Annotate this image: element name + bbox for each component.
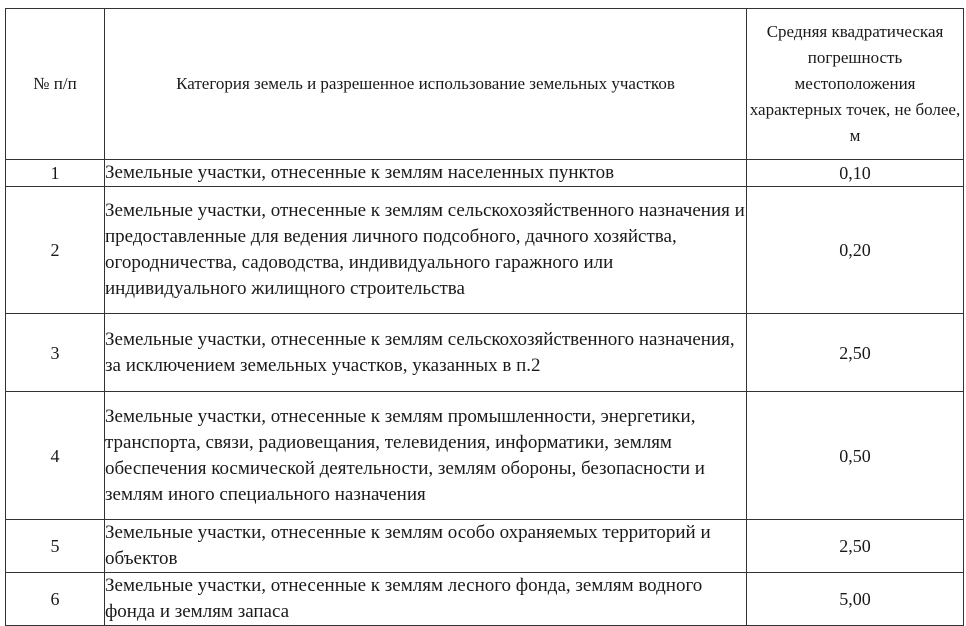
row-category: Земельные участки, отнесенные к землям населенных пунктов [105, 160, 747, 187]
row-category: Земельные участки, отнесенные к землям лесного фонда, землям водного фонда и землям запаса [105, 573, 747, 626]
table-row [6, 520, 964, 573]
table-row [6, 314, 964, 392]
row-accuracy: 0,20 [747, 187, 964, 314]
table-row [6, 187, 964, 314]
row-number: 5 [6, 520, 105, 573]
row-category: Земельные участки, отнесенные к землям сельскохозяйственного назначения, за исключением земельных участков, указанных в п.2 [105, 314, 747, 392]
row-number: 1 [6, 160, 105, 187]
row-accuracy: 2,50 [747, 520, 964, 573]
row-category: Земельные участки, отнесенные к землям сельскохозяйственного назначения и предоставленные для ведения личного подсобного, дачного хозяйства, огородничества, садоводства, индивидуального гаражного или индивидуального жилищного строительства [105, 187, 747, 314]
row-accuracy: 2,50 [747, 314, 964, 392]
row-accuracy: 0,50 [747, 392, 964, 520]
table-row [6, 573, 964, 626]
row-number: 3 [6, 314, 105, 392]
header-number: № п/п [6, 9, 105, 160]
row-number: 4 [6, 392, 105, 520]
row-category: Земельные участки, отнесенные к землям особо охраняемых территорий и объектов [105, 520, 747, 573]
row-number: 2 [6, 187, 105, 314]
header-row [6, 9, 964, 160]
row-category: Земельные участки, отнесенные к землям промышленности, энергетики, транспорта, связи, радиовещания, телевидения, информатики, землям обеспечения космической деятельности, землям обороны, безопасности и землям иного специального назначения [105, 392, 747, 520]
row-number: 6 [6, 573, 105, 626]
table-row [6, 392, 964, 520]
row-accuracy: 5,00 [747, 573, 964, 626]
table-row [6, 160, 964, 187]
header-accuracy: Средняя квадратическая погрешность местоположения характерных точек, не более, м [747, 9, 964, 160]
row-accuracy: 0,10 [747, 160, 964, 187]
land-accuracy-table [5, 8, 964, 626]
header-category: Категория земель и разрешенное использование земельных участков [105, 9, 747, 160]
